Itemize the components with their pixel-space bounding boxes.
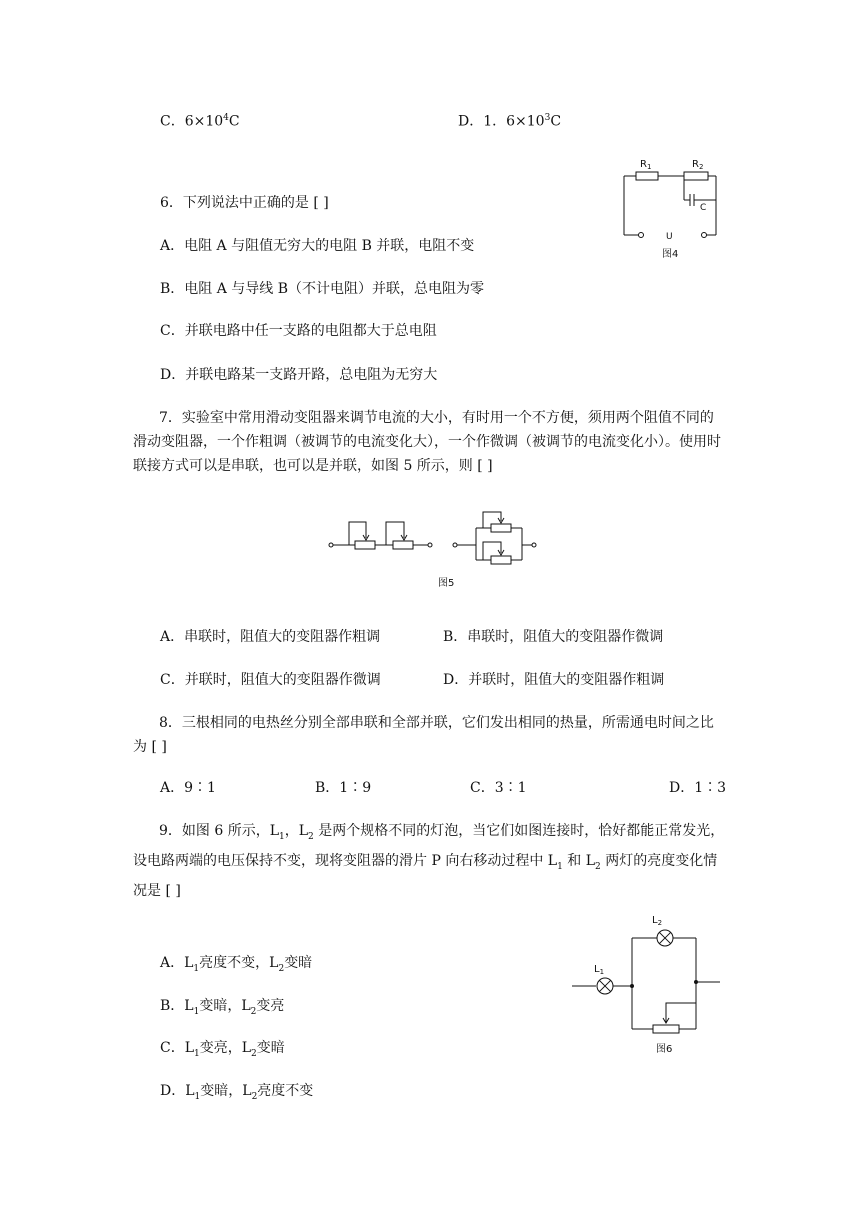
q6-option-c: C．并联电路中任一支路的电阻都大于总电阻 xyxy=(160,323,437,339)
q6-option-d: D．并联电路某一支路开路，总电阻为无穷大 xyxy=(160,367,438,383)
q9-option-d: D．$L_1$变暗，$L_2$亮度不变 xyxy=(160,1083,314,1102)
junction-right xyxy=(694,980,698,984)
label-c: C xyxy=(700,203,707,213)
figure-5-caption: 图5 xyxy=(438,578,455,589)
label-l1: $L_1$ xyxy=(594,964,605,976)
figure-6-circuit xyxy=(570,912,722,1058)
figure-5-circuits xyxy=(328,508,540,588)
terminal-series-right xyxy=(428,543,432,547)
q7-stem: 7．实验室中常用滑动变阻器来调节电流的大小，有时用一个不方便，须用两个阻值不同的滑动变阻器，一个作粗调（被调节的电流变化大），一个作微调（被调节的电流变化小）。使用时联接方式可以是串联，也可以是并联，如图 5 所示，则 [ ] xyxy=(133,410,721,474)
q6-stem: 6．下列说法中正确的是 [ ] xyxy=(160,195,329,211)
terminal-left xyxy=(639,233,644,238)
q6-option-b: B．电阻 A 与导线 B（不计电阻）并联，总电阻为零 xyxy=(160,281,485,297)
resistor-r2 xyxy=(684,172,708,180)
junction-left xyxy=(630,984,634,988)
q9-option-b: B．$L_1$变暗，$L_2$变亮 xyxy=(160,998,285,1017)
q8-option-b: B．1∶9 xyxy=(315,780,372,796)
q7-option-b: B．串联时，阻值大的变阻器作微调 xyxy=(443,629,664,645)
q8-option-c: C．3∶1 xyxy=(470,780,527,796)
q7-option-c: C．并联时，阻值大的变阻器作微调 xyxy=(160,672,381,688)
q9-option-a: A．$L_1$亮度不变，$L_2$变暗 xyxy=(160,955,313,974)
rheostat-series-2 xyxy=(393,541,413,549)
q7-option-d: D．并联时，阻值大的变阻器作粗调 xyxy=(443,672,665,688)
q9-option-c: C．$L_1$变亮，$L_2$变暗 xyxy=(160,1040,285,1059)
rheostat-series-1 xyxy=(355,541,375,549)
figure-4-caption: 图4 xyxy=(662,249,679,260)
terminal-parallel-left xyxy=(453,543,457,547)
label-u: U xyxy=(666,232,673,242)
q7-option-a: A．串联时，阻值大的变阻器作粗调 xyxy=(160,629,381,645)
terminal-series-left xyxy=(329,543,333,547)
rheostat-parallel-1 xyxy=(491,524,511,532)
q8-stem: 8．三根相同的电热丝分别全部串联和全部并联，它们发出相同的热量，所需通电时间之比为 [ ] xyxy=(133,715,714,755)
q6-option-a: A．电阻 A 与阻值无穷大的电阻 B 并联，电阻不变 xyxy=(160,238,475,254)
q5-option-d: D．1．$6\times 10^3C$ xyxy=(458,113,562,130)
figure-4-circuit xyxy=(620,152,720,262)
figure-6-caption: 图6 xyxy=(656,1044,673,1055)
q8-option-d: D．1∶3 xyxy=(669,780,727,796)
resistor-r1 xyxy=(636,172,658,180)
label-l2: $L_2$ xyxy=(652,915,663,927)
rheostat-p xyxy=(653,1025,679,1033)
q8-option-a: A．9∶1 xyxy=(160,780,216,796)
q5-option-c: C．$6\times 10^4C$ xyxy=(160,113,240,130)
q9-stem: 9．如图 6 所示，$L_1$，$L_2$ 是两个规格不同的灯泡，当它们如图连接时，恰好都能正常发光，设电路两端的电压保持不变，现将变阻器的滑片 P 向右移动过程中 $L_1$ 和 $L_2$ 两灯的亮度变化情况是 [ ] xyxy=(133,823,725,899)
rheostat-parallel-2 xyxy=(491,556,511,564)
terminal-parallel-right xyxy=(532,543,536,547)
label-r2: $R_2$ xyxy=(692,159,704,171)
label-r1: $R_1$ xyxy=(640,159,652,171)
terminal-right xyxy=(702,233,707,238)
